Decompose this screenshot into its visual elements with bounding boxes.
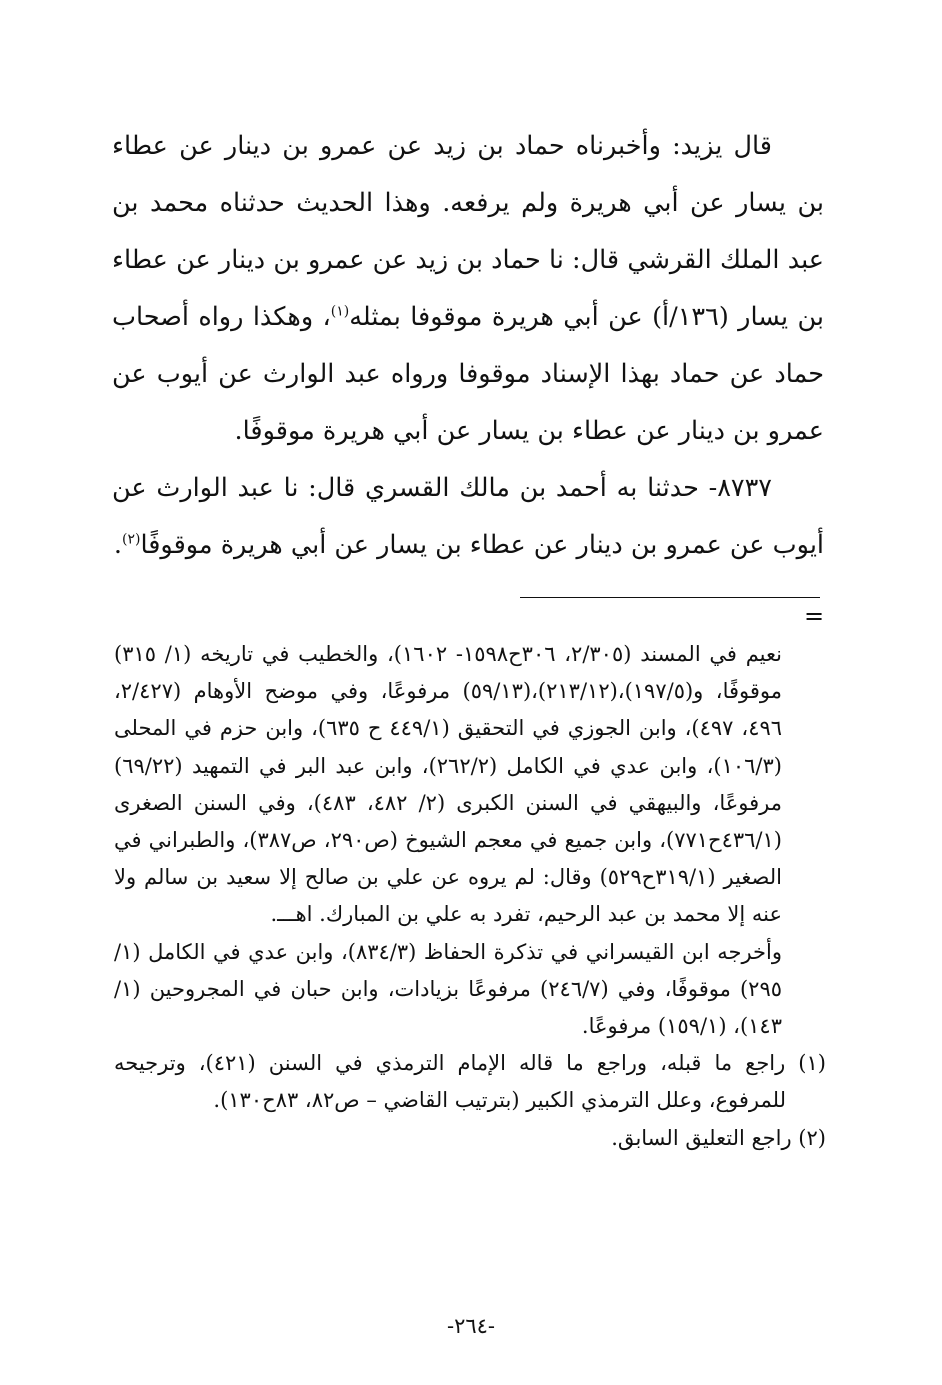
footnote-1: (١) راجع ما قبله، وراجع ما قاله الإمام الترمذي في السنن (٤٢١)، وترجيحه للمرفوع، وعلل الترمذي الكبير (بترتيب القاضي – ص٨٢، ٨٣ح١٣٠). [114, 1051, 826, 1113]
footnotes [114, 636, 826, 1157]
footnote-separator [520, 597, 820, 598]
footnote-ref-1[interactable]: (١) [330, 303, 350, 320]
hadith-paragraph [112, 460, 824, 574]
paragraph-text: قال يزيد: وأخبرناه حماد بن زيد عن عمرو بن دينار عن عطاء بن يسار عن أبي هريرة ولم يرفعه. وهذا الحديث حدثناه محمد بن عبد الملك القرشي قال: نا حماد بن زيد عن عمرو بن دينار عن عطاء بن يسار (١٣٦/أ) عن أبي هريرة موقوفا بمثله [112, 131, 824, 332]
main-text [112, 118, 824, 574]
footnote-2: (٢) راجع التعليق السابق. [611, 1125, 826, 1150]
footnote-continuation: وأخرجه ابن القيسراني في تذكرة الحفاظ (٨٣٤/٣)، وابن عدي في الكامل (١/ ٢٩٥) موقوفًا، وفي (٢٤٦/٧) مرفوعًا بزيادات، وابن حبان في المجروحين (١/ ١٤٣)، (١٥٩/١) مرفوعًا. [114, 939, 783, 1039]
hadith-paragraph [112, 118, 824, 460]
paragraph-text: . [113, 530, 122, 560]
page-number: -٢٦٤- [446, 1314, 496, 1338]
paragraph-text: ٨٧٣٧- حدثنا به أحمد بن مالك القسري قال: نا عبد الوارث عن أيوب عن عمرو بن دينار عن عطاء بن يسار عن أبي هريرة موقوفًا [112, 473, 824, 560]
paragraph-text: ، وهكذا رواه أصحاب حماد عن حماد بهذا الإسناد موقوفا ورواه عبد الوارث عن أيوب عن عمرو بن دينار عن عطاء بن يسار عن أبي هريرة موقوفًا. [112, 302, 824, 446]
footnote-continuation: نعيم في المسند (٢/٣٠٥، ٣٠٦ح١٥٩٨- ١٦٠٢)، والخطيب في تاريخه (١/ ٣١٥) موقوفًا، و(١٩٧/٥)،(٢١٣/١٢)،(٥٩/١٣) مرفوعًا، وفي موضح الأوهام (٢/٤٢٧، ٤٩٦، ٤٩٧)، وابن الجوزي في التحقيق (٤٤٩/١ ح ٦٣٥)، وابن حزم في المحلى (١٠٦/٣)، وابن عدي في الكامل (٢٦٢/٢)، وابن عبد البر في التمهيد (٦٩/٢٢) مرفوعًا، والبيهقي في السنن الكبرى (٢/ ٤٨٢، ٤٨٣)، وفي السنن الصغرى (٤٣٦/١ح٧٧١)، وابن جميع في معجم الشيوخ (ص٢٩٠، ص٣٨٧)، والطبراني في الصغير (٣١٩/١ح٥٢٩) وقال: لم يروه عن علي بن صالح إلا سعيد بن سالم ولا عنه إلا محمد بن عبد الرحيم، تفرد به علي بن المبارك. اهـــ. [114, 642, 783, 927]
continuation-mark: = [804, 602, 825, 630]
footnote-ref-2[interactable]: (٢) [121, 531, 141, 548]
